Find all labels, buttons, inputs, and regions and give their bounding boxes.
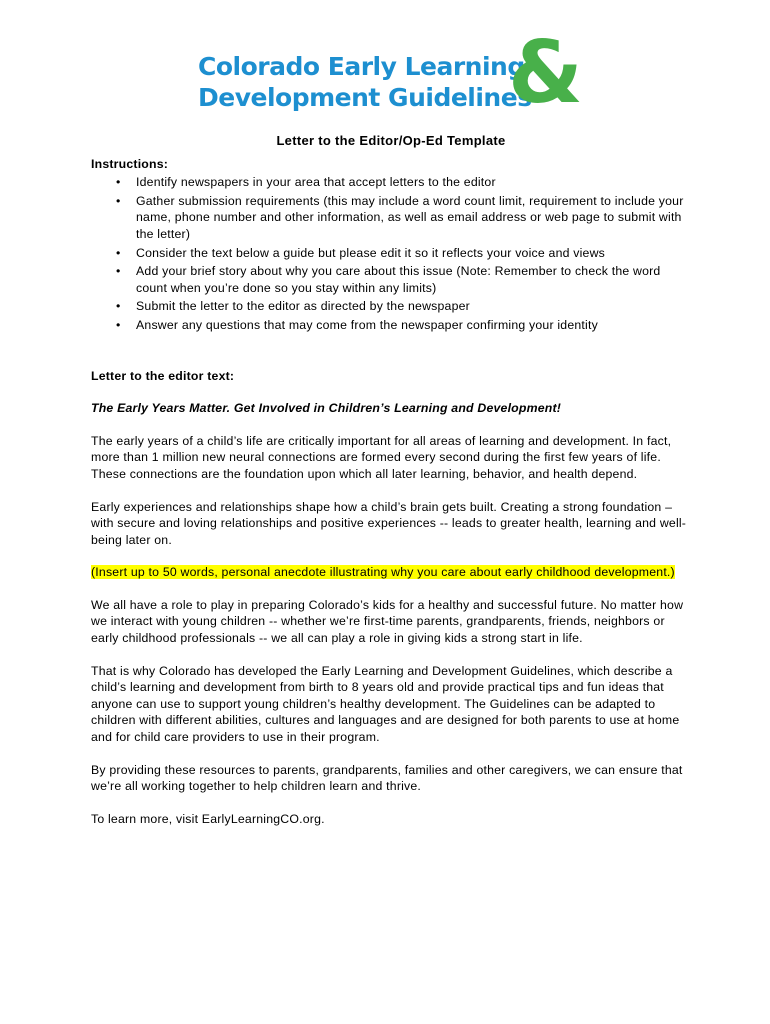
letter-paragraph-1: The early years of a child’s life are critically important for all areas of learning and development. In fact, more than 1 million new neural connections are formed every second during the first few years of life. These connections are the foundation upon which all later learning, behavior, and health depend. (91, 433, 672, 481)
anecdote-placeholder (91, 564, 691, 581)
list-item-text: Add your brief story about why you care about this issue (Note: Remember to check the word count when you’re done so you stay within any limits) (136, 264, 661, 295)
letter-paragraph-6: To learn more, visit EarlyLearningCO.org. (91, 811, 325, 826)
letter-text-heading: Letter to the editor text: (91, 368, 235, 383)
list-item-text: Identify newspapers in your area that accept letters to the editor (136, 175, 496, 190)
letter-paragraph-4: That is why Colorado has developed the Early Learning and Development Guidelines, which describe a child’s learning and development from birth to 8 years old and provide practical tips and fun ideas that anyone can use to support young children’s healthy development. The Guidelines can be adapted to children with different abilities, cultures and languages and are designed for both parents to use at home and for child care providers to use in their program. (91, 663, 680, 745)
letter-paragraph-2: Early experiences and relationships shape how a child’s brain gets built. Creating a strong foundation – with secure and loving relationships and positive experiences -- leads to greater health, learning and well-being later on. (91, 499, 687, 547)
bullet-icon: • (116, 317, 121, 332)
highlighted-placeholder-text: (Insert up to 50 words, personal anecdote illustrating why you care about early childhood development.) (91, 565, 675, 580)
list-item (116, 298, 691, 315)
list-item-text: Consider the text below a guide but please edit it so it reflects your voice and views (136, 245, 606, 260)
bullet-icon: • (116, 193, 121, 208)
document-body (91, 133, 691, 827)
bullet-icon: • (116, 299, 121, 314)
colorado-elg-logo (198, 23, 583, 123)
list-item (116, 193, 691, 243)
list-item-text: Gather submission requirements (this may include a word count limit, requirement to include your name, phone number and other information, as well as email address or web page to submit with the letter) (136, 193, 684, 241)
letter-paragraph-3: We all have a role to play in preparing Colorado’s kids for a healthy and successful future. No matter how we interact with young children -- whether we’re first-time parents, grandparents, friends, neighbors or early childhood professionals -- we all can play a role in giving kids a strong start in life. (91, 597, 684, 646)
logo-line-1: Colorado Early Learning (198, 52, 525, 81)
bullet-icon: • (116, 245, 121, 260)
instructions-heading: Instructions: (91, 156, 169, 171)
list-item-text: Answer any questions that may come from the newspaper confirming your identity (136, 317, 598, 332)
bullet-icon: • (116, 264, 121, 279)
letter-headline: The Early Years Matter. Get Involved in Children’s Learning and Development! (91, 401, 562, 416)
list-item (116, 317, 691, 334)
logo-line-2: Development Guidelines (198, 83, 532, 112)
list-item (116, 245, 691, 262)
bullet-icon: • (116, 175, 121, 190)
logo-ampersand: & (508, 23, 583, 123)
letter-paragraph-5: By providing these resources to parents, grandparents, families and other caregivers, we can ensure that we’re all working together to help children learn and thrive. (91, 762, 683, 794)
list-item (116, 263, 691, 296)
list-item-text: Submit the letter to the editor as directed by the newspaper (136, 299, 470, 314)
instructions-list (91, 174, 691, 333)
list-item (116, 174, 691, 191)
page-title: Letter to the Editor/Op-Ed Template (276, 133, 506, 148)
